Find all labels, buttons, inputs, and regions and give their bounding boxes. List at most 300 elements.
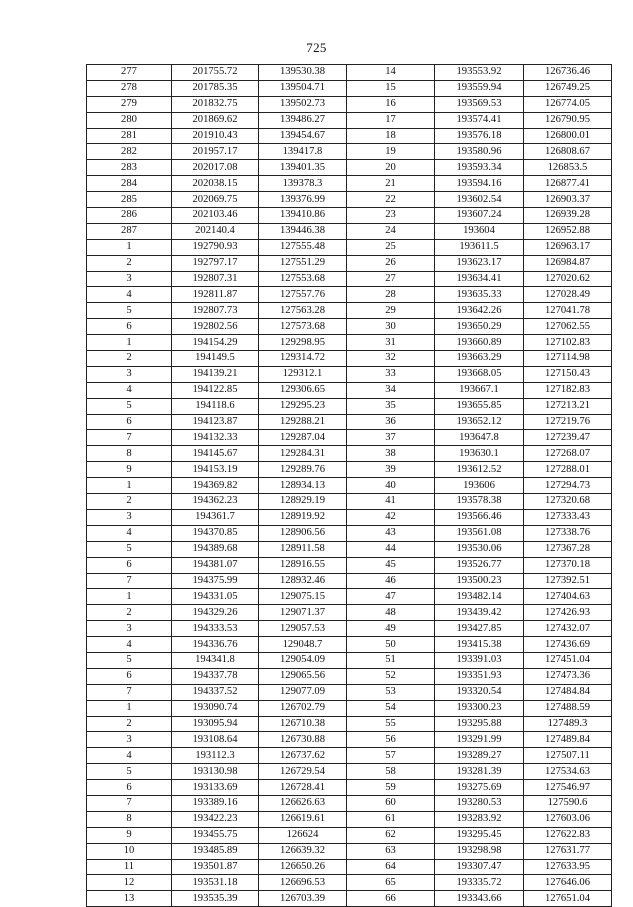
x-coordinate-right: 193623.17: [435, 255, 524, 271]
x-coordinate-right: 193606: [435, 478, 524, 494]
y-coordinate-left: 129312.1: [259, 366, 347, 382]
x-coordinate-right: 193281.39: [435, 764, 524, 780]
x-coordinate-left: 202140.4: [172, 223, 259, 239]
y-coordinate-left: 139410.86: [259, 208, 347, 224]
y-coordinate-right: 126903.37: [524, 192, 612, 208]
point-number-left: 8: [87, 811, 172, 827]
point-number-left: 6: [87, 780, 172, 796]
table-row: [87, 652, 612, 668]
y-coordinate-right: 127213.21: [524, 398, 612, 414]
y-coordinate-right: 127489.3: [524, 716, 612, 732]
y-coordinate-left: 126619.61: [259, 811, 347, 827]
point-number-right: 44: [347, 541, 435, 557]
x-coordinate-right: 193663.29: [435, 351, 524, 367]
point-number-right: 60: [347, 795, 435, 811]
x-coordinate-right: 193283.92: [435, 811, 524, 827]
point-number-left: 279: [87, 96, 172, 112]
table-row: [87, 80, 612, 96]
x-coordinate-left: 194333.53: [172, 621, 259, 637]
point-number-left: 3: [87, 732, 172, 748]
x-coordinate-right: 193391.03: [435, 652, 524, 668]
point-number-right: 54: [347, 700, 435, 716]
table-row: [87, 239, 612, 255]
x-coordinate-left: 202103.46: [172, 208, 259, 224]
point-number-right: 45: [347, 557, 435, 573]
y-coordinate-left: 128934.13: [259, 478, 347, 494]
x-coordinate-right: 193668.05: [435, 366, 524, 382]
x-coordinate-left: 194118.6: [172, 398, 259, 414]
y-coordinate-right: 126808.67: [524, 144, 612, 160]
y-coordinate-left: 129287.04: [259, 430, 347, 446]
table-row: [87, 366, 612, 382]
point-number-left: 7: [87, 795, 172, 811]
point-number-right: 39: [347, 462, 435, 478]
table-row: [87, 843, 612, 859]
x-coordinate-left: 194375.99: [172, 573, 259, 589]
y-coordinate-right: 127489.84: [524, 732, 612, 748]
x-coordinate-right: 193526.77: [435, 557, 524, 573]
y-coordinate-right: 127432.07: [524, 621, 612, 637]
point-number-right: 47: [347, 589, 435, 605]
y-coordinate-right: 127473.36: [524, 668, 612, 684]
y-coordinate-left: 126650.26: [259, 859, 347, 875]
y-coordinate-left: 129295.23: [259, 398, 347, 414]
table-row: [87, 462, 612, 478]
x-coordinate-left: 192811.87: [172, 287, 259, 303]
table-row: [87, 271, 612, 287]
point-number-right: 65: [347, 875, 435, 891]
y-coordinate-left: 127563.28: [259, 303, 347, 319]
x-coordinate-left: 194153.19: [172, 462, 259, 478]
point-number-left: 2: [87, 494, 172, 510]
point-number-right: 33: [347, 366, 435, 382]
x-coordinate-left: 193501.87: [172, 859, 259, 875]
table-row: [87, 414, 612, 430]
point-number-right: 64: [347, 859, 435, 875]
table-row: [87, 557, 612, 573]
point-number-left: 3: [87, 509, 172, 525]
y-coordinate-right: 126963.17: [524, 239, 612, 255]
table-row: [87, 573, 612, 589]
point-number-right: 26: [347, 255, 435, 271]
x-coordinate-right: 193295.88: [435, 716, 524, 732]
point-number-right: 58: [347, 764, 435, 780]
point-number-right: 36: [347, 414, 435, 430]
x-coordinate-left: 193531.18: [172, 875, 259, 891]
point-number-left: 11: [87, 859, 172, 875]
x-coordinate-right: 193647.8: [435, 430, 524, 446]
point-number-right: 16: [347, 96, 435, 112]
y-coordinate-right: 127546.97: [524, 780, 612, 796]
point-number-left: 285: [87, 192, 172, 208]
point-number-right: 28: [347, 287, 435, 303]
point-number-right: 46: [347, 573, 435, 589]
y-coordinate-right: 126800.01: [524, 128, 612, 144]
table-row: [87, 780, 612, 796]
x-coordinate-right: 193569.53: [435, 96, 524, 112]
x-coordinate-right: 193634.41: [435, 271, 524, 287]
table-row: [87, 192, 612, 208]
y-coordinate-right: 126984.87: [524, 255, 612, 271]
x-coordinate-right: 193602.54: [435, 192, 524, 208]
point-number-left: 1: [87, 335, 172, 351]
y-coordinate-left: 129288.21: [259, 414, 347, 430]
table-row: [87, 287, 612, 303]
y-coordinate-right: 126939.28: [524, 208, 612, 224]
table-row: [87, 525, 612, 541]
point-number-left: 1: [87, 700, 172, 716]
x-coordinate-right: 193307.47: [435, 859, 524, 875]
x-coordinate-left: 194337.52: [172, 684, 259, 700]
point-number-left: 283: [87, 160, 172, 176]
y-coordinate-left: 128911.58: [259, 541, 347, 557]
y-coordinate-left: 129298.95: [259, 335, 347, 351]
point-number-right: 53: [347, 684, 435, 700]
y-coordinate-right: 127182.83: [524, 382, 612, 398]
y-coordinate-left: 127553.68: [259, 271, 347, 287]
table-row: [87, 223, 612, 239]
x-coordinate-left: 201910.43: [172, 128, 259, 144]
point-number-left: 6: [87, 557, 172, 573]
table-row: [87, 65, 612, 81]
point-number-left: 5: [87, 652, 172, 668]
point-number-right: 50: [347, 637, 435, 653]
table-row: [87, 112, 612, 128]
x-coordinate-left: 194337.78: [172, 668, 259, 684]
table-row: [87, 637, 612, 653]
y-coordinate-right: 126952.88: [524, 223, 612, 239]
y-coordinate-left: 129289.76: [259, 462, 347, 478]
y-coordinate-left: 126702.79: [259, 700, 347, 716]
point-number-right: 62: [347, 827, 435, 843]
point-number-right: 29: [347, 303, 435, 319]
x-coordinate-right: 193607.24: [435, 208, 524, 224]
point-number-left: 281: [87, 128, 172, 144]
point-number-right: 27: [347, 271, 435, 287]
point-number-left: 6: [87, 319, 172, 335]
x-coordinate-left: 192797.17: [172, 255, 259, 271]
x-coordinate-left: 193112.3: [172, 748, 259, 764]
point-number-right: 32: [347, 351, 435, 367]
x-coordinate-right: 193415.38: [435, 637, 524, 653]
x-coordinate-right: 193300.23: [435, 700, 524, 716]
y-coordinate-left: 129057.53: [259, 621, 347, 637]
x-coordinate-left: 193095.94: [172, 716, 259, 732]
point-number-right: 35: [347, 398, 435, 414]
x-coordinate-right: 193578.38: [435, 494, 524, 510]
point-number-right: 56: [347, 732, 435, 748]
x-coordinate-right: 193335.72: [435, 875, 524, 891]
y-coordinate-left: 139401.35: [259, 160, 347, 176]
point-number-right: 20: [347, 160, 435, 176]
coordinates-table: [86, 64, 612, 907]
x-coordinate-right: 193482.14: [435, 589, 524, 605]
y-coordinate-left: 128932.46: [259, 573, 347, 589]
table-row: [87, 684, 612, 700]
y-coordinate-right: 127590.6: [524, 795, 612, 811]
point-number-right: 38: [347, 446, 435, 462]
x-coordinate-right: 193351.93: [435, 668, 524, 684]
x-coordinate-left: 194145.67: [172, 446, 259, 462]
y-coordinate-right: 127646.06: [524, 875, 612, 891]
y-coordinate-left: 139446.38: [259, 223, 347, 239]
table-row: [87, 478, 612, 494]
y-coordinate-right: 127102.83: [524, 335, 612, 351]
x-coordinate-left: 192802.56: [172, 319, 259, 335]
table-row: [87, 795, 612, 811]
y-coordinate-left: 129077.09: [259, 684, 347, 700]
y-coordinate-left: 126696.53: [259, 875, 347, 891]
point-number-right: 48: [347, 605, 435, 621]
x-coordinate-left: 193130.98: [172, 764, 259, 780]
x-coordinate-left: 194381.07: [172, 557, 259, 573]
table-row: [87, 176, 612, 192]
point-number-left: 4: [87, 748, 172, 764]
point-number-right: 40: [347, 478, 435, 494]
x-coordinate-right: 193594.16: [435, 176, 524, 192]
table-row: [87, 494, 612, 510]
x-coordinate-right: 193604: [435, 223, 524, 239]
point-number-left: 5: [87, 764, 172, 780]
y-coordinate-right: 127484.84: [524, 684, 612, 700]
x-coordinate-left: 193389.16: [172, 795, 259, 811]
y-coordinate-left: 128919.92: [259, 509, 347, 525]
x-coordinate-right: 193559.94: [435, 80, 524, 96]
point-number-right: 14: [347, 65, 435, 81]
y-coordinate-right: 127603.06: [524, 811, 612, 827]
point-number-left: 9: [87, 827, 172, 843]
table-row: [87, 160, 612, 176]
y-coordinate-left: 126639.32: [259, 843, 347, 859]
x-coordinate-left: 193108.64: [172, 732, 259, 748]
y-coordinate-left: 127551.29: [259, 255, 347, 271]
x-coordinate-left: 194369.82: [172, 478, 259, 494]
y-coordinate-left: 126710.38: [259, 716, 347, 732]
x-coordinate-right: 193343.66: [435, 891, 524, 907]
y-coordinate-right: 126877.41: [524, 176, 612, 192]
point-number-left: 6: [87, 668, 172, 684]
table-row: [87, 891, 612, 907]
table-row: [87, 96, 612, 112]
y-coordinate-left: 126730.88: [259, 732, 347, 748]
point-number-right: 18: [347, 128, 435, 144]
point-number-right: 42: [347, 509, 435, 525]
table-row: [87, 303, 612, 319]
x-coordinate-left: 194149.5: [172, 351, 259, 367]
point-number-right: 61: [347, 811, 435, 827]
x-coordinate-left: 193133.69: [172, 780, 259, 796]
y-coordinate-left: 129048.7: [259, 637, 347, 653]
table-row: [87, 827, 612, 843]
point-number-right: 17: [347, 112, 435, 128]
x-coordinate-right: 193576.18: [435, 128, 524, 144]
y-coordinate-left: 128916.55: [259, 557, 347, 573]
point-number-right: 19: [347, 144, 435, 160]
point-number-left: 3: [87, 271, 172, 287]
y-coordinate-left: 129054.09: [259, 652, 347, 668]
point-number-left: 4: [87, 525, 172, 541]
y-coordinate-right: 127320.68: [524, 494, 612, 510]
x-coordinate-right: 193280.53: [435, 795, 524, 811]
y-coordinate-left: 139376.99: [259, 192, 347, 208]
x-coordinate-right: 193427.85: [435, 621, 524, 637]
x-coordinate-right: 193320.54: [435, 684, 524, 700]
y-coordinate-right: 127392.51: [524, 573, 612, 589]
x-coordinate-left: 201755.72: [172, 65, 259, 81]
y-coordinate-right: 127404.63: [524, 589, 612, 605]
x-coordinate-right: 193635.33: [435, 287, 524, 303]
table-row: [87, 144, 612, 160]
y-coordinate-right: 127333.43: [524, 509, 612, 525]
y-coordinate-left: 126728.41: [259, 780, 347, 796]
point-number-right: 57: [347, 748, 435, 764]
x-coordinate-right: 193289.27: [435, 748, 524, 764]
x-coordinate-left: 192790.93: [172, 239, 259, 255]
y-coordinate-right: 127239.47: [524, 430, 612, 446]
y-coordinate-right: 127288.01: [524, 462, 612, 478]
x-coordinate-right: 193642.26: [435, 303, 524, 319]
table-row: [87, 128, 612, 144]
x-coordinate-right: 193667.1: [435, 382, 524, 398]
table-row: [87, 668, 612, 684]
point-number-right: 22: [347, 192, 435, 208]
point-number-left: 8: [87, 446, 172, 462]
point-number-left: 10: [87, 843, 172, 859]
point-number-right: 66: [347, 891, 435, 907]
y-coordinate-right: 127633.95: [524, 859, 612, 875]
point-number-left: 4: [87, 382, 172, 398]
point-number-left: 1: [87, 589, 172, 605]
table-row: [87, 748, 612, 764]
point-number-right: 55: [347, 716, 435, 732]
x-coordinate-left: 192807.73: [172, 303, 259, 319]
table-row: [87, 382, 612, 398]
coordinates-table-body: [87, 65, 612, 907]
point-number-left: 6: [87, 414, 172, 430]
point-number-left: 277: [87, 65, 172, 81]
point-number-right: 43: [347, 525, 435, 541]
x-coordinate-left: 194154.29: [172, 335, 259, 351]
x-coordinate-left: 194336.76: [172, 637, 259, 653]
x-coordinate-right: 193530.06: [435, 541, 524, 557]
point-number-left: 2: [87, 716, 172, 732]
y-coordinate-left: 126626.63: [259, 795, 347, 811]
y-coordinate-right: 127534.63: [524, 764, 612, 780]
table-row: [87, 509, 612, 525]
x-coordinate-right: 193593.34: [435, 160, 524, 176]
x-coordinate-right: 193566.46: [435, 509, 524, 525]
x-coordinate-left: 202069.75: [172, 192, 259, 208]
point-number-right: 31: [347, 335, 435, 351]
x-coordinate-right: 193553.92: [435, 65, 524, 81]
x-coordinate-left: 202038.15: [172, 176, 259, 192]
y-coordinate-right: 127041.78: [524, 303, 612, 319]
x-coordinate-right: 193291.99: [435, 732, 524, 748]
x-coordinate-right: 193561.08: [435, 525, 524, 541]
y-coordinate-right: 127338.76: [524, 525, 612, 541]
y-coordinate-left: 129284.31: [259, 446, 347, 462]
y-coordinate-right: 127150.43: [524, 366, 612, 382]
point-number-right: 59: [347, 780, 435, 796]
y-coordinate-left: 139530.38: [259, 65, 347, 81]
point-number-left: 7: [87, 573, 172, 589]
y-coordinate-left: 127555.48: [259, 239, 347, 255]
x-coordinate-left: 201785.35: [172, 80, 259, 96]
point-number-left: 286: [87, 208, 172, 224]
y-coordinate-right: 127507.11: [524, 748, 612, 764]
y-coordinate-right: 127488.59: [524, 700, 612, 716]
y-coordinate-right: 127020.62: [524, 271, 612, 287]
table-row: [87, 398, 612, 414]
y-coordinate-right: 127370.18: [524, 557, 612, 573]
table-row: [87, 319, 612, 335]
point-number-right: 24: [347, 223, 435, 239]
point-number-right: 51: [347, 652, 435, 668]
point-number-left: 4: [87, 287, 172, 303]
point-number-left: 7: [87, 430, 172, 446]
y-coordinate-left: 129075.15: [259, 589, 347, 605]
table-row: [87, 589, 612, 605]
point-number-left: 5: [87, 398, 172, 414]
point-number-right: 25: [347, 239, 435, 255]
y-coordinate-left: 129306.65: [259, 382, 347, 398]
y-coordinate-left: 128906.56: [259, 525, 347, 541]
point-number-right: 63: [347, 843, 435, 859]
x-coordinate-right: 193655.85: [435, 398, 524, 414]
x-coordinate-right: 193439.42: [435, 605, 524, 621]
x-coordinate-left: 201957.17: [172, 144, 259, 160]
table-row: [87, 811, 612, 827]
x-coordinate-left: 201832.75: [172, 96, 259, 112]
x-coordinate-left: 193485.89: [172, 843, 259, 859]
x-coordinate-left: 194331.05: [172, 589, 259, 605]
table-row: [87, 335, 612, 351]
y-coordinate-left: 139454.67: [259, 128, 347, 144]
point-number-left: 9: [87, 462, 172, 478]
point-number-left: 278: [87, 80, 172, 96]
y-coordinate-left: 126729.54: [259, 764, 347, 780]
x-coordinate-left: 194123.87: [172, 414, 259, 430]
x-coordinate-left: 193422.23: [172, 811, 259, 827]
point-number-right: 52: [347, 668, 435, 684]
point-number-right: 15: [347, 80, 435, 96]
table-row: [87, 716, 612, 732]
point-number-right: 30: [347, 319, 435, 335]
y-coordinate-left: 126703.39: [259, 891, 347, 907]
y-coordinate-left: 129065.56: [259, 668, 347, 684]
x-coordinate-left: 194139.21: [172, 366, 259, 382]
point-number-left: 2: [87, 605, 172, 621]
x-coordinate-right: 193650.29: [435, 319, 524, 335]
y-coordinate-left: 139504.71: [259, 80, 347, 96]
point-number-left: 284: [87, 176, 172, 192]
x-coordinate-left: 193090.74: [172, 700, 259, 716]
y-coordinate-left: 129314.72: [259, 351, 347, 367]
x-coordinate-left: 194122.85: [172, 382, 259, 398]
point-number-right: 23: [347, 208, 435, 224]
y-coordinate-left: 127573.68: [259, 319, 347, 335]
point-number-left: 3: [87, 366, 172, 382]
y-coordinate-left: 128929.19: [259, 494, 347, 510]
table-row: [87, 700, 612, 716]
x-coordinate-left: 193535.39: [172, 891, 259, 907]
y-coordinate-right: 126774.05: [524, 96, 612, 112]
x-coordinate-left: 194132.33: [172, 430, 259, 446]
table-row: [87, 859, 612, 875]
y-coordinate-right: 127294.73: [524, 478, 612, 494]
table-row: [87, 764, 612, 780]
x-coordinate-right: 193652.12: [435, 414, 524, 430]
